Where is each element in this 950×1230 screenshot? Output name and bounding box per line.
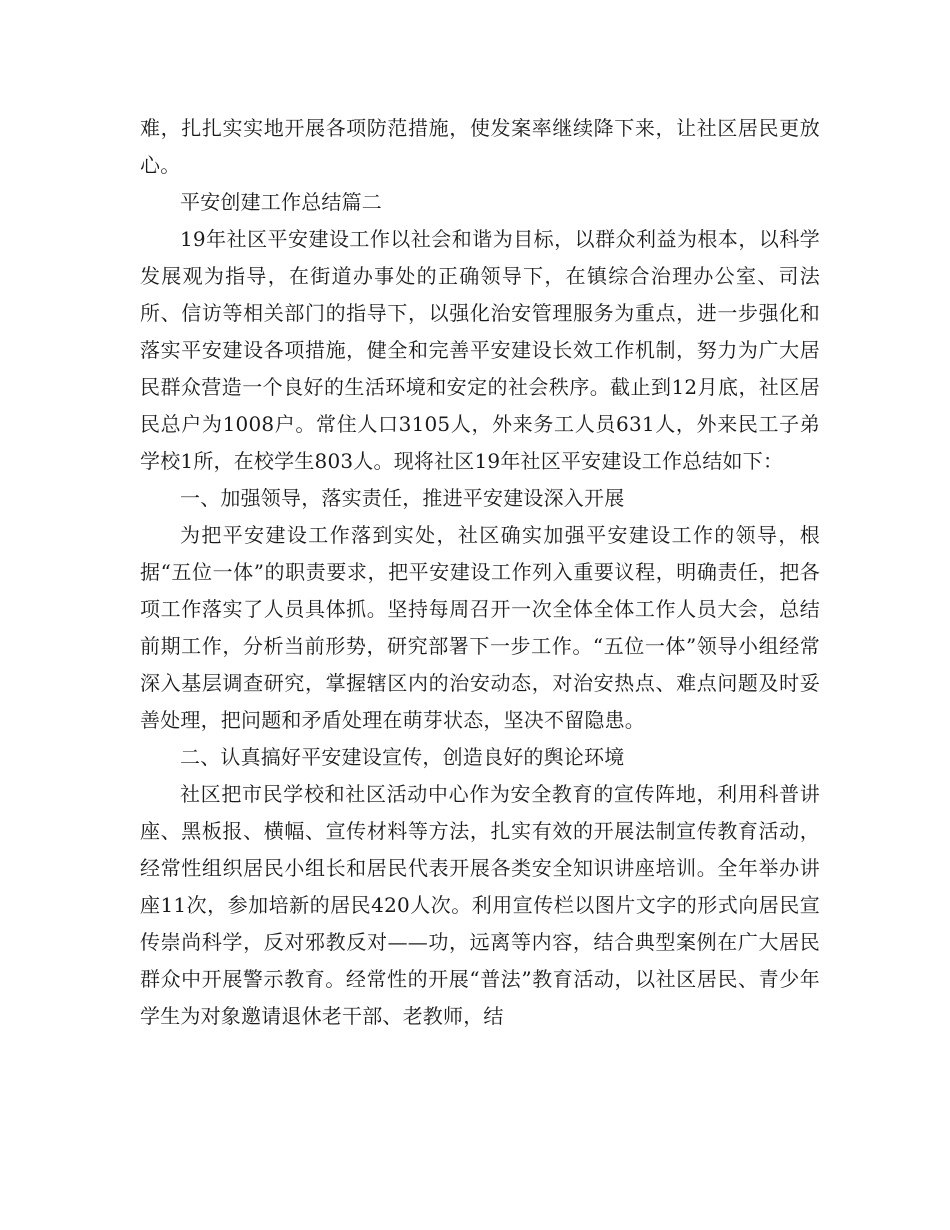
- heading-two: 二、认真搞好平安建设宣传，创造良好的舆论环境: [180, 745, 625, 769]
- document-body: [140, 110, 820, 1035]
- paragraph-publicity: 社区把市民学校和社区活动中心作为安全教育的宣传阵地，利用科普讲座、黑板报、横幅、宣传材料等方法，扎实有效的开展法制宣传教育活动，经常性组织居民小组长和居民代表开展各类安全知识讲座培训。全年举办讲座11次，参加培新的居民420人次。利用宣传栏以图片文字的形式向居民宣传崇尚科学，反对邪教反对——功，远离等内容，结合典型案例在广大居民群众中开展警示教育。经常性的开展“普法”教育活动，以社区居民、青少年学生为对象邀请退休老干部、老教师，结: [140, 782, 820, 1028]
- paragraph-continuation: 难，扎扎实实地开展各项防范措施，使发案率继续降下来，让社区居民更放心。: [140, 116, 820, 177]
- paragraph-leadership: 为把平安建设工作落到实处，社区确实加强平安建设工作的领导，根据“五位一体”的职责要求，把平安建设工作列入重要议程，明确责任，把各项工作落实了人员具体抓。坚持每周召开一次全体全体工作人员大会，总结前期工作，分析当前形势，研究部署下一步工作。“五位一体”领导小组经常深入基层调查研究，掌握辖区内的治安动态，对治安热点、难点问题及时妥善处理，把问题和矛盾处理在萌芽状态，坚决不留隐患。: [140, 523, 820, 732]
- section-title: 平安创建工作总结篇二: [180, 190, 382, 214]
- paragraph-intro: 19年社区平安建设工作以社会和谐为目标，以群众利益为根本，以科学发展观为指导，在街道办事处的正确领导下，在镇综合治理办公室、司法所、信访等相关部门的指导下，以强化治安管理服务为重点，进一步强化和落实平安建设各项措施，健全和完善平安建设长效工作机制，努力为广大居民群众营造一个良好的生活环境和安定的社会秩序。截止到12月底，社区居民总户为1008户。常住人口3105人，外来务工人员631人，外来民工子弟学校1所，在校学生803人。现将社区19年社区平安建设工作总结如下：: [140, 227, 820, 473]
- heading-one: 一、加强领导，落实责任，推进平安建设深入开展: [180, 486, 625, 510]
